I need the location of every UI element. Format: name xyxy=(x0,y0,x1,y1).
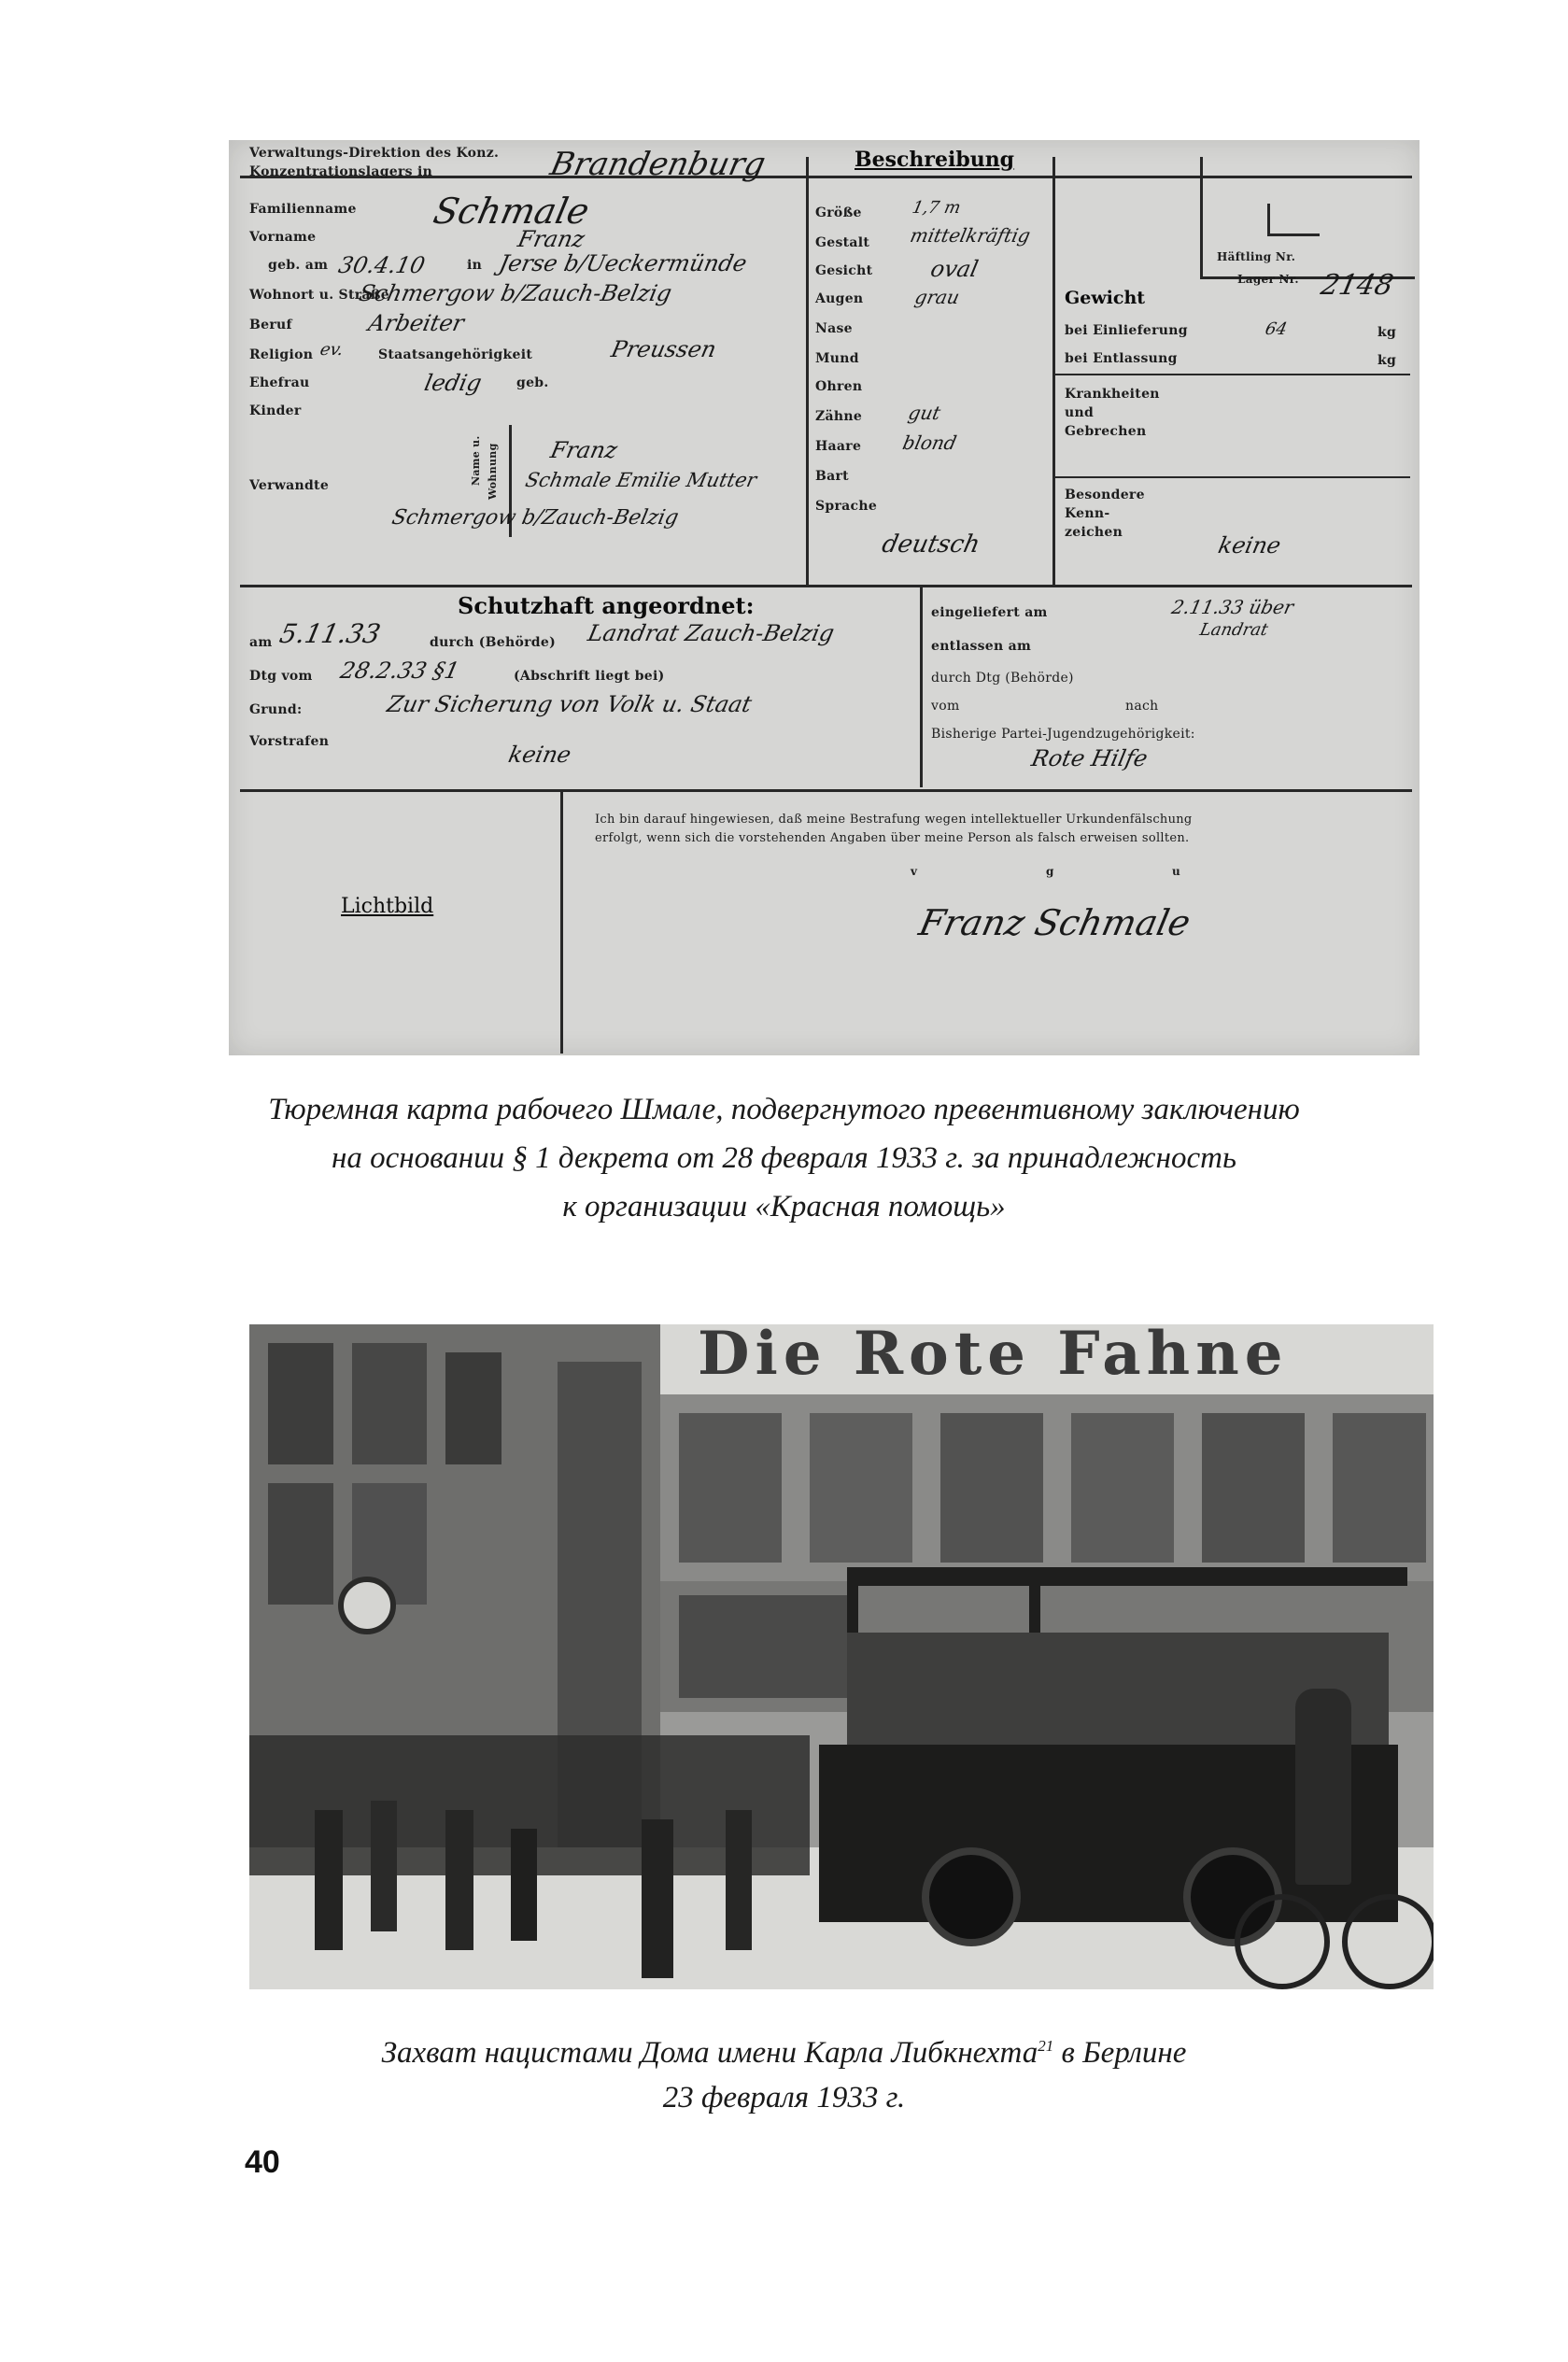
hw-forename: Franz xyxy=(516,226,587,252)
card-desc-hair: Haare xyxy=(815,439,862,454)
hw-decree: 28.2.33 §1 xyxy=(338,658,462,684)
footnote-marker: 21 xyxy=(1038,2037,1054,2055)
hw-camp: Brandenburg xyxy=(546,146,770,183)
hw-teeth: gut xyxy=(906,402,943,424)
caption-2-line-2: 23 февраля 1933 г. xyxy=(662,2081,906,2114)
caption-1-line-3: к организации «Красная помощь» xyxy=(562,1190,1006,1223)
hw-address: Schmergow b/Zauch-Belzig xyxy=(357,280,674,306)
hw-occupation: Arbeiter xyxy=(366,310,467,336)
hw-reason: Zur Sicherung von Volk u. Staat xyxy=(385,691,755,717)
card-label-parents-2: Wohnung xyxy=(487,443,499,500)
card-description-header: Beschreibung xyxy=(855,148,1015,172)
card-custody-copy-label: (Abschrift liegt bei) xyxy=(514,669,665,684)
card-label-surname: Familienname xyxy=(249,202,357,217)
card-label-parents-1: Name u. xyxy=(470,435,482,486)
hw-surname: Schmale xyxy=(430,191,593,232)
hw-religion: ev. xyxy=(318,340,346,360)
hw-weight-in: 64 xyxy=(1263,319,1290,339)
card-label-wife-born: geb. xyxy=(516,375,549,390)
card-desc-teeth: Zähne xyxy=(815,409,863,424)
card-via-label: durch Dtg (Behörde) xyxy=(931,671,1074,686)
caption-2-line-1 xyxy=(0,2036,1568,2071)
hw-signature: Franz Schmale xyxy=(915,902,1194,943)
card-desc-eyes: Augen xyxy=(815,291,864,306)
card-custody-decree-label: Dtg vom xyxy=(249,669,313,684)
card-declaration-line-1: Ich bin darauf hingewiesen, daß meine Bestrafung wegen intellektueller Urkundenfälschung xyxy=(595,813,1193,827)
card-label-in: in xyxy=(467,258,483,273)
card-custody-reason-label: Grund: xyxy=(249,702,303,717)
hw-relatives: Schmergow b/Zauch-Belzig xyxy=(389,506,681,530)
card-custody-record-label: Vorstrafen xyxy=(249,734,330,749)
hw-build: mittelkräftig xyxy=(908,224,1033,247)
card-weight-unit-1: kg xyxy=(1377,325,1397,340)
hw-size: 1,7 m xyxy=(910,198,963,218)
hw-authority: Landrat Zauch-Belzig xyxy=(586,620,837,646)
building-sign: Die Rote Fahne xyxy=(698,1324,1289,1389)
hw-wife: ledig xyxy=(422,370,485,396)
hw-party: Rote Hilfe xyxy=(1029,745,1151,771)
card-desc-beard: Bart xyxy=(815,469,849,484)
card-label-wife: Ehefrau xyxy=(249,375,310,390)
card-marks-3: zeichen xyxy=(1065,525,1123,540)
hw-eyes: grau xyxy=(912,286,962,308)
card-admitted-label: eingeliefert am xyxy=(931,605,1048,620)
hw-custody-date: 5.11.33 xyxy=(276,618,384,649)
card-from-label: vom xyxy=(931,699,960,714)
hw-speech: deutsch xyxy=(879,530,983,559)
card-desc-face: Gesicht xyxy=(815,263,873,278)
card-label-prisoner-no: Häftling Nr. xyxy=(1217,250,1296,263)
card-custody-authority-label: durch (Behörde) xyxy=(430,635,556,650)
hw-face: oval xyxy=(928,256,981,282)
card-label-address: Wohnort u. Straße xyxy=(249,288,389,303)
hw-birth-place: Jerse b/Ueckermünde xyxy=(497,250,750,276)
caption-1-line-2: на основании § 1 декрета от 28 февраля 1933 г. за принадлежность xyxy=(332,1141,1236,1175)
hw-citizenship: Preussen xyxy=(609,336,719,362)
card-desc-size: Größe xyxy=(815,205,862,220)
card-illness-1: Krankheiten xyxy=(1065,387,1160,402)
card-released-label: entlassen am xyxy=(931,639,1032,654)
hw-admitted: 2.11.33 über xyxy=(1169,596,1296,618)
hw-hair: blond xyxy=(900,431,959,454)
card-marks-2: Kenn- xyxy=(1065,506,1110,521)
card-desc-ears: Ohren xyxy=(815,379,863,394)
caption-2-text-after: в Берлине xyxy=(1061,2036,1187,2070)
card-declaration-line-2: erfolgt, wenn sich die vorstehenden Angaben über meine Person als falsch erweisen sollten. xyxy=(595,831,1190,845)
prison-card-image xyxy=(229,140,1420,1055)
card-label-citizenship: Staatsangehörigkeit xyxy=(378,347,533,362)
card-label-occupation: Beruf xyxy=(249,318,292,332)
card-label-camp-no: Lager Nr. xyxy=(1237,273,1299,286)
caption-2-text-before: Захват нацистами Дома имени Карла Либкнехта xyxy=(381,2036,1038,2070)
card-desc-nose: Nase xyxy=(815,321,853,336)
card-desc-speech: Sprache xyxy=(815,499,878,514)
hw-parents-2: Schmale Emilie Mutter xyxy=(523,469,759,491)
card-label-religion: Religion xyxy=(249,347,314,362)
card-weight-out: bei Entlassung xyxy=(1065,351,1178,366)
card-header-line-1: Verwaltungs-Direktion des Konz. xyxy=(249,146,500,161)
card-illness-2: und xyxy=(1065,405,1095,420)
card-weight-in: bei Einlieferung xyxy=(1065,323,1188,338)
page-number: 40 xyxy=(245,2144,280,2180)
hw-previous: keine xyxy=(506,742,574,768)
card-desc-mouth: Mund xyxy=(815,351,859,366)
street-photo xyxy=(249,1324,1434,1989)
card-weight-header: Gewicht xyxy=(1065,288,1146,308)
card-label-forename: Vorname xyxy=(249,230,317,245)
card-photo-label: Lichtbild xyxy=(341,895,434,918)
card-custody-date-label: am xyxy=(249,635,273,650)
card-weight-unit-2: kg xyxy=(1377,353,1397,368)
hw-admitted-2: Landrat xyxy=(1197,620,1270,640)
card-header-line-2: Konzentrationslagers in xyxy=(249,164,433,179)
hw-marks: keine xyxy=(1216,532,1284,559)
card-marks-1: Besondere xyxy=(1065,488,1145,502)
card-label-children: Kinder xyxy=(249,403,302,418)
card-label-born: geb. am xyxy=(268,258,329,273)
hw-prisoner-no: 2148 xyxy=(1318,269,1397,302)
card-sig-mark-g: g xyxy=(1046,865,1054,878)
card-illness-3: Gebrechen xyxy=(1065,424,1147,439)
card-desc-build: Gestalt xyxy=(815,235,870,250)
card-sig-mark-v: v xyxy=(911,865,918,878)
caption-1-line-1: Тюремная карта рабочего Шмале, подвергнутого превентивному заключению xyxy=(268,1093,1300,1126)
card-sig-mark-u: u xyxy=(1172,865,1181,878)
card-party-label: Bisherige Partei-Jugendzugehörigkeit: xyxy=(931,727,1195,742)
hw-birth-date: 30.4.10 xyxy=(336,252,428,278)
hw-parents-1: Franz xyxy=(548,437,620,463)
card-to-label: nach xyxy=(1125,699,1159,714)
card-label-relatives: Verwandte xyxy=(249,478,330,493)
card-custody-header: Schutzhaft angeordnet: xyxy=(458,592,755,619)
